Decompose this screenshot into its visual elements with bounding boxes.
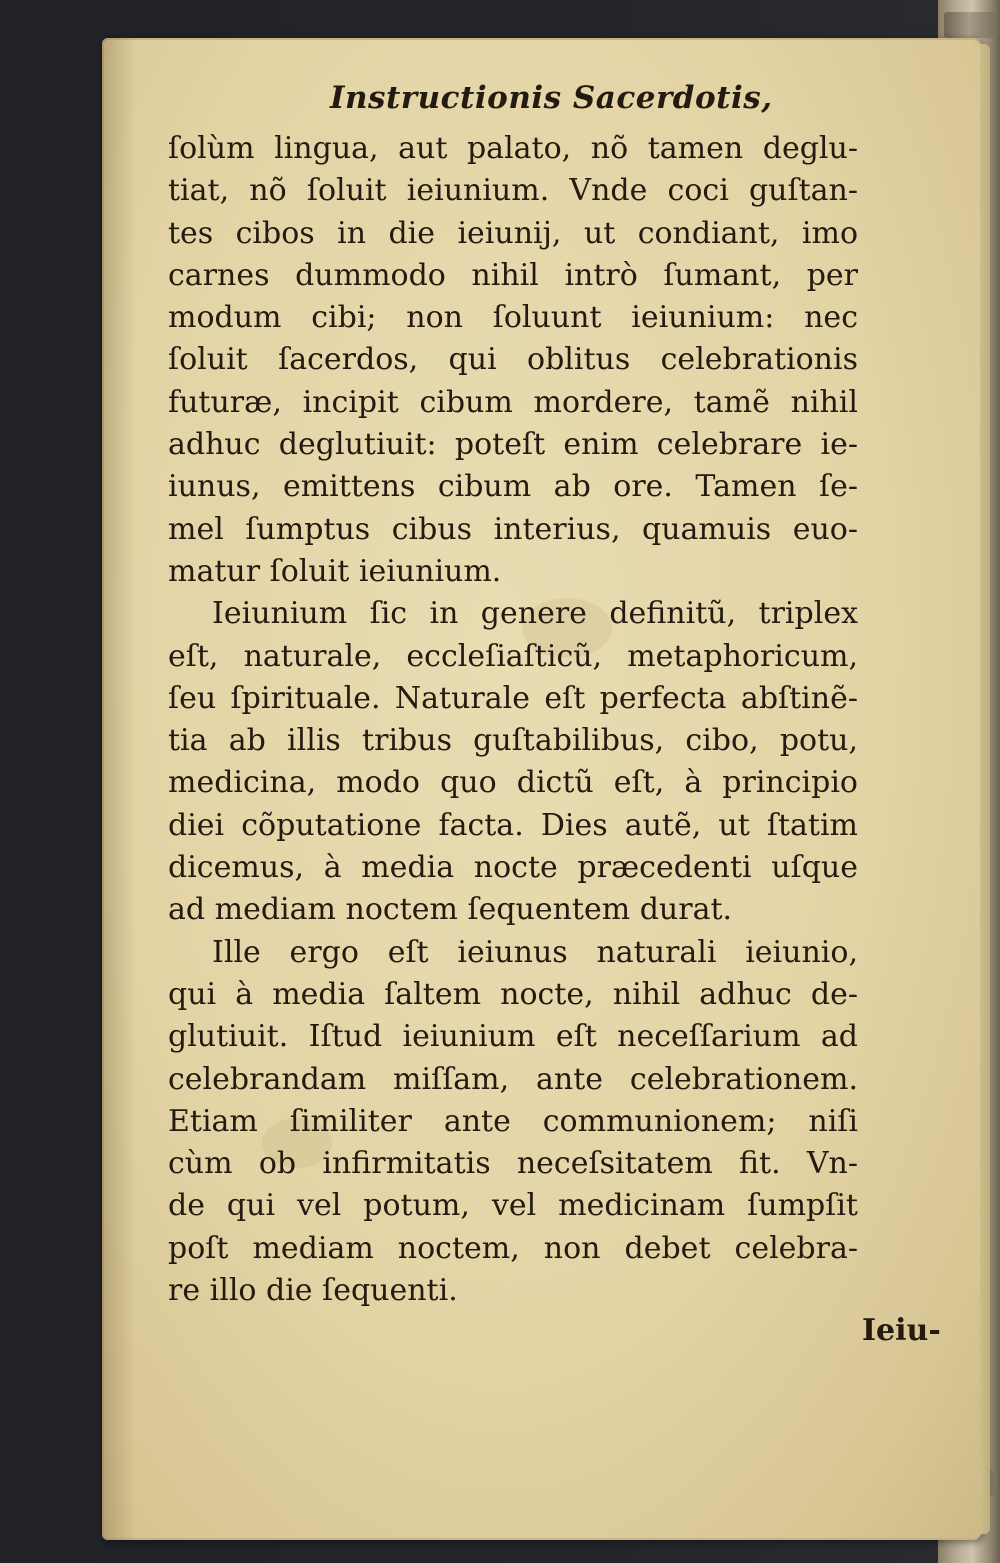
text-line: dicemus, à media nocte præcedenti uſque (168, 850, 858, 886)
text-line: medicina, modo quo dictũ eſt, à principio (168, 765, 858, 801)
text-line: de qui vel potum, vel medicinam ſumpſit (168, 1188, 858, 1224)
text-line: diei cõputatione facta. Dies autẽ, ut ſtatim (168, 807, 858, 843)
running-head: Instructionis Sacerdotis, (330, 80, 773, 116)
text-line: poſt mediam noctem, non debet celebra- (168, 1230, 858, 1266)
text-line: matur ſoluit ieiunium. (168, 553, 502, 589)
text-line: ſeu ſpirituale. Naturale eſt perfecta abſtinẽ- (168, 680, 858, 716)
text-line: eſt, naturale, eccleſiaſticũ, metaphoricum, (168, 638, 858, 674)
text-line: glutiuit. Iſtud ieiunium eſt neceſſarium ad (168, 1019, 858, 1055)
catchword: Ieiu- (862, 1313, 941, 1348)
text-line: ſolùm lingua, aut palato, nõ tamen deglu- (168, 131, 858, 166)
binding-strap (944, 12, 994, 38)
page-edge (980, 44, 990, 1534)
text-line: tia ab illis tribus guſtabilibus, cibo, potu, (168, 723, 858, 759)
text-line: iunus, emittens cibum ab ore. Tamen ſe- (168, 469, 858, 505)
text-line: Ieiunium ſic in genere definitũ, triplex (212, 596, 858, 632)
text-line: tiat, nõ ſoluit ieiunium. Vnde coci guſtan- (168, 173, 858, 209)
text-line: mel ſumptus cibus interius, quamuis euo- (168, 511, 858, 547)
text-line: futuræ, incipit cibum mordere, tamẽ nihil (168, 384, 858, 420)
text-line: celebrandam miſſam, ante celebrationem. (168, 1061, 858, 1097)
text-line: ad mediam noctem ſequentem durat. (168, 892, 733, 928)
text-line: adhuc deglutiuit: poteſt enim celebrare ie- (168, 427, 858, 463)
body-text (168, 128, 858, 1312)
text-line: re illo die ſequenti. (168, 1273, 458, 1309)
text-line: cùm ob infirmitatis neceſsitatem fit. Vn- (168, 1146, 858, 1182)
text-line: Etiam ſimiliter ante communionem; niſi (168, 1103, 858, 1139)
text-line: tes cibos in die ieiunij, ut condiant, imo (168, 215, 858, 251)
text-line: Ille ergo eſt ieiunus naturali ieiunio, (212, 934, 858, 970)
text-line: qui à media ſaltem nocte, nihil adhuc de- (168, 976, 858, 1012)
text-line: ſoluit ſacerdos, qui oblitus celebrationis (168, 342, 858, 378)
text-line: carnes dummodo nihil intrò ſumant, per (168, 257, 858, 293)
page-gutter (102, 38, 136, 1540)
text-line: modum cibi; non ſoluunt ieiunium: nec (168, 300, 858, 336)
